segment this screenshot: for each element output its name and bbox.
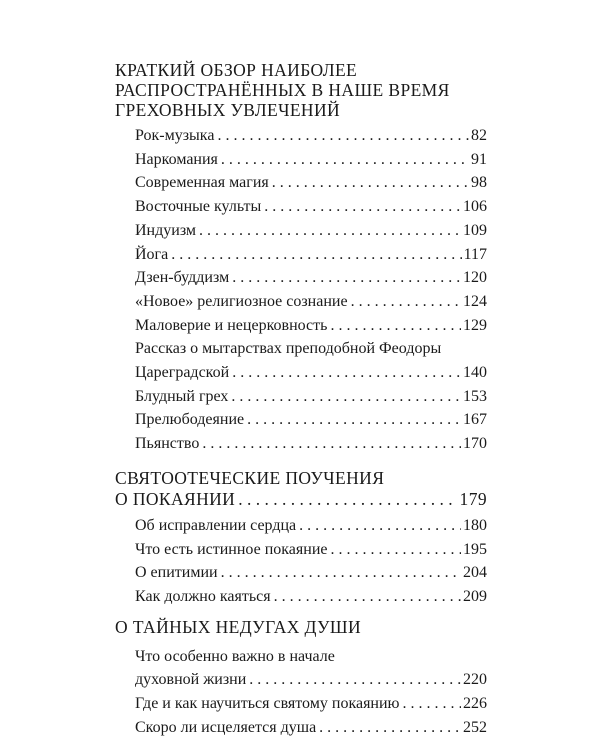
entry-title: «Новое» религиозное сознание [135, 292, 348, 310]
leader-dots [249, 668, 461, 692]
entry-title: духовной жизни [135, 671, 247, 689]
leader-dots [221, 148, 469, 172]
toc-entry[interactable] [115, 408, 487, 432]
entry-title: Наркомания [135, 150, 218, 168]
leader-dots [199, 219, 461, 243]
section-heading-sinful-passions [115, 60, 487, 120]
section-heading-hidden-ailments [115, 617, 487, 637]
toc-entry[interactable] [115, 561, 487, 585]
entry-title: Рок-музыка [135, 127, 215, 144]
entry-title: Как должно каяться [135, 587, 271, 605]
leader-dots [217, 124, 469, 148]
entry-page: 109 [463, 221, 487, 239]
leader-dots [331, 538, 462, 562]
entry-page: 226 [463, 695, 487, 713]
section-heading-line: О ПОКАЯНИИ [115, 488, 236, 509]
leader-dots [221, 561, 461, 585]
entry-page: 180 [463, 516, 487, 534]
section-heading-line: ГРЕХОВНЫХ УВЛЕЧЕНИЙ [115, 100, 341, 120]
toc-entry[interactable] [115, 585, 487, 609]
entry-title: Пьянство [135, 435, 200, 453]
entry-page: 120 [463, 269, 487, 287]
section-heading-repentance [115, 468, 487, 488]
entry-page: 106 [463, 198, 487, 216]
leader-dots [232, 266, 461, 290]
toc-entry[interactable] [115, 243, 487, 267]
section-heading-entry[interactable] [115, 488, 487, 510]
entry-page: 129 [463, 316, 487, 334]
leader-dots [231, 385, 461, 409]
toc-entry[interactable] [115, 290, 487, 314]
entry-title: Скоро ли исцеляется душа [135, 718, 317, 736]
leader-dots [264, 195, 461, 219]
section-heading-line: РАСПРОСТРАНЁННЫХ В НАШЕ ВРЕМЯ [115, 80, 450, 100]
toc-entry[interactable] [115, 514, 487, 538]
entry-page: 117 [463, 245, 487, 263]
toc-entry[interactable] [115, 266, 487, 290]
toc-entry[interactable] [115, 538, 487, 562]
entry-title: Прелюбодеяние [135, 411, 245, 429]
toc-entry[interactable] [115, 124, 487, 148]
toc-entry[interactable] [115, 219, 487, 243]
entry-page: 82 [471, 127, 487, 144]
entry-page: 220 [463, 671, 487, 689]
toc-entry[interactable] [115, 148, 487, 172]
entry-page: 252 [463, 718, 487, 736]
entry-title: Об исправлении сердца [135, 516, 297, 534]
leader-dots [299, 514, 461, 538]
section-heading-line: О ТАЙНЫХ НЕДУГАХ ДУШИ [115, 616, 361, 637]
entry-title: Блудный грех [135, 387, 229, 405]
toc-entry[interactable] [115, 195, 487, 219]
section-page: 179 [459, 488, 487, 509]
entry-page: 91 [471, 150, 487, 168]
entry-title: Дзен-буддизм [135, 269, 230, 287]
entry-page: 204 [463, 564, 487, 582]
entry-title: Восточные культы [135, 198, 262, 216]
table-of-contents [115, 60, 487, 739]
toc-entry[interactable] [115, 361, 487, 385]
leader-dots [247, 408, 461, 432]
entry-page: 98 [471, 174, 487, 192]
entry-page: 209 [463, 587, 487, 605]
leader-dots [330, 314, 461, 338]
entry-title: Что есть истинное покаяние [135, 540, 328, 558]
entry-page: 124 [463, 292, 487, 310]
leader-dots [319, 716, 461, 740]
entry-title: О епитимии [135, 564, 218, 582]
entry-page: 167 [463, 411, 487, 429]
entry-page: 195 [463, 540, 487, 558]
entry-title: Где и как научиться святому покаянию [135, 695, 400, 713]
section-heading-line: КРАТКИЙ ОБЗОР НАИБОЛЕЕ [115, 60, 358, 80]
toc-entry[interactable] [115, 385, 487, 409]
section-heading-line: СВЯТООТЕЧЕСКИЕ ПОУЧЕНИЯ [115, 467, 385, 488]
leader-dots [403, 692, 461, 716]
entry-title: Йога [135, 245, 169, 263]
leader-dots [274, 585, 461, 609]
entry-title: Современная магия [135, 174, 269, 192]
leader-dots [351, 290, 461, 314]
toc-entry[interactable] [115, 171, 487, 195]
leader-dots [202, 432, 461, 456]
entry-title: Цареградской [135, 364, 230, 382]
leader-dots [272, 171, 469, 195]
entry-page: 170 [463, 435, 487, 453]
toc-entry[interactable] [115, 314, 487, 338]
toc-entry[interactable] [115, 432, 487, 456]
entry-page: 153 [463, 387, 487, 405]
entry-title: Маловерие и нецерковность [135, 316, 328, 334]
entry-title-line1[interactable]: Рассказ о мытарствах преподобной Феодоры [135, 340, 442, 358]
leader-dots [238, 488, 457, 510]
toc-entry[interactable] [115, 668, 487, 692]
entry-page: 140 [463, 364, 487, 382]
toc-entry[interactable] [115, 716, 487, 740]
entry-title-line1[interactable]: Что особенно важно в начале [135, 647, 335, 665]
entry-title: Индуизм [135, 221, 197, 239]
leader-dots [232, 361, 461, 385]
leader-dots [171, 243, 461, 267]
toc-entry[interactable] [115, 692, 487, 716]
